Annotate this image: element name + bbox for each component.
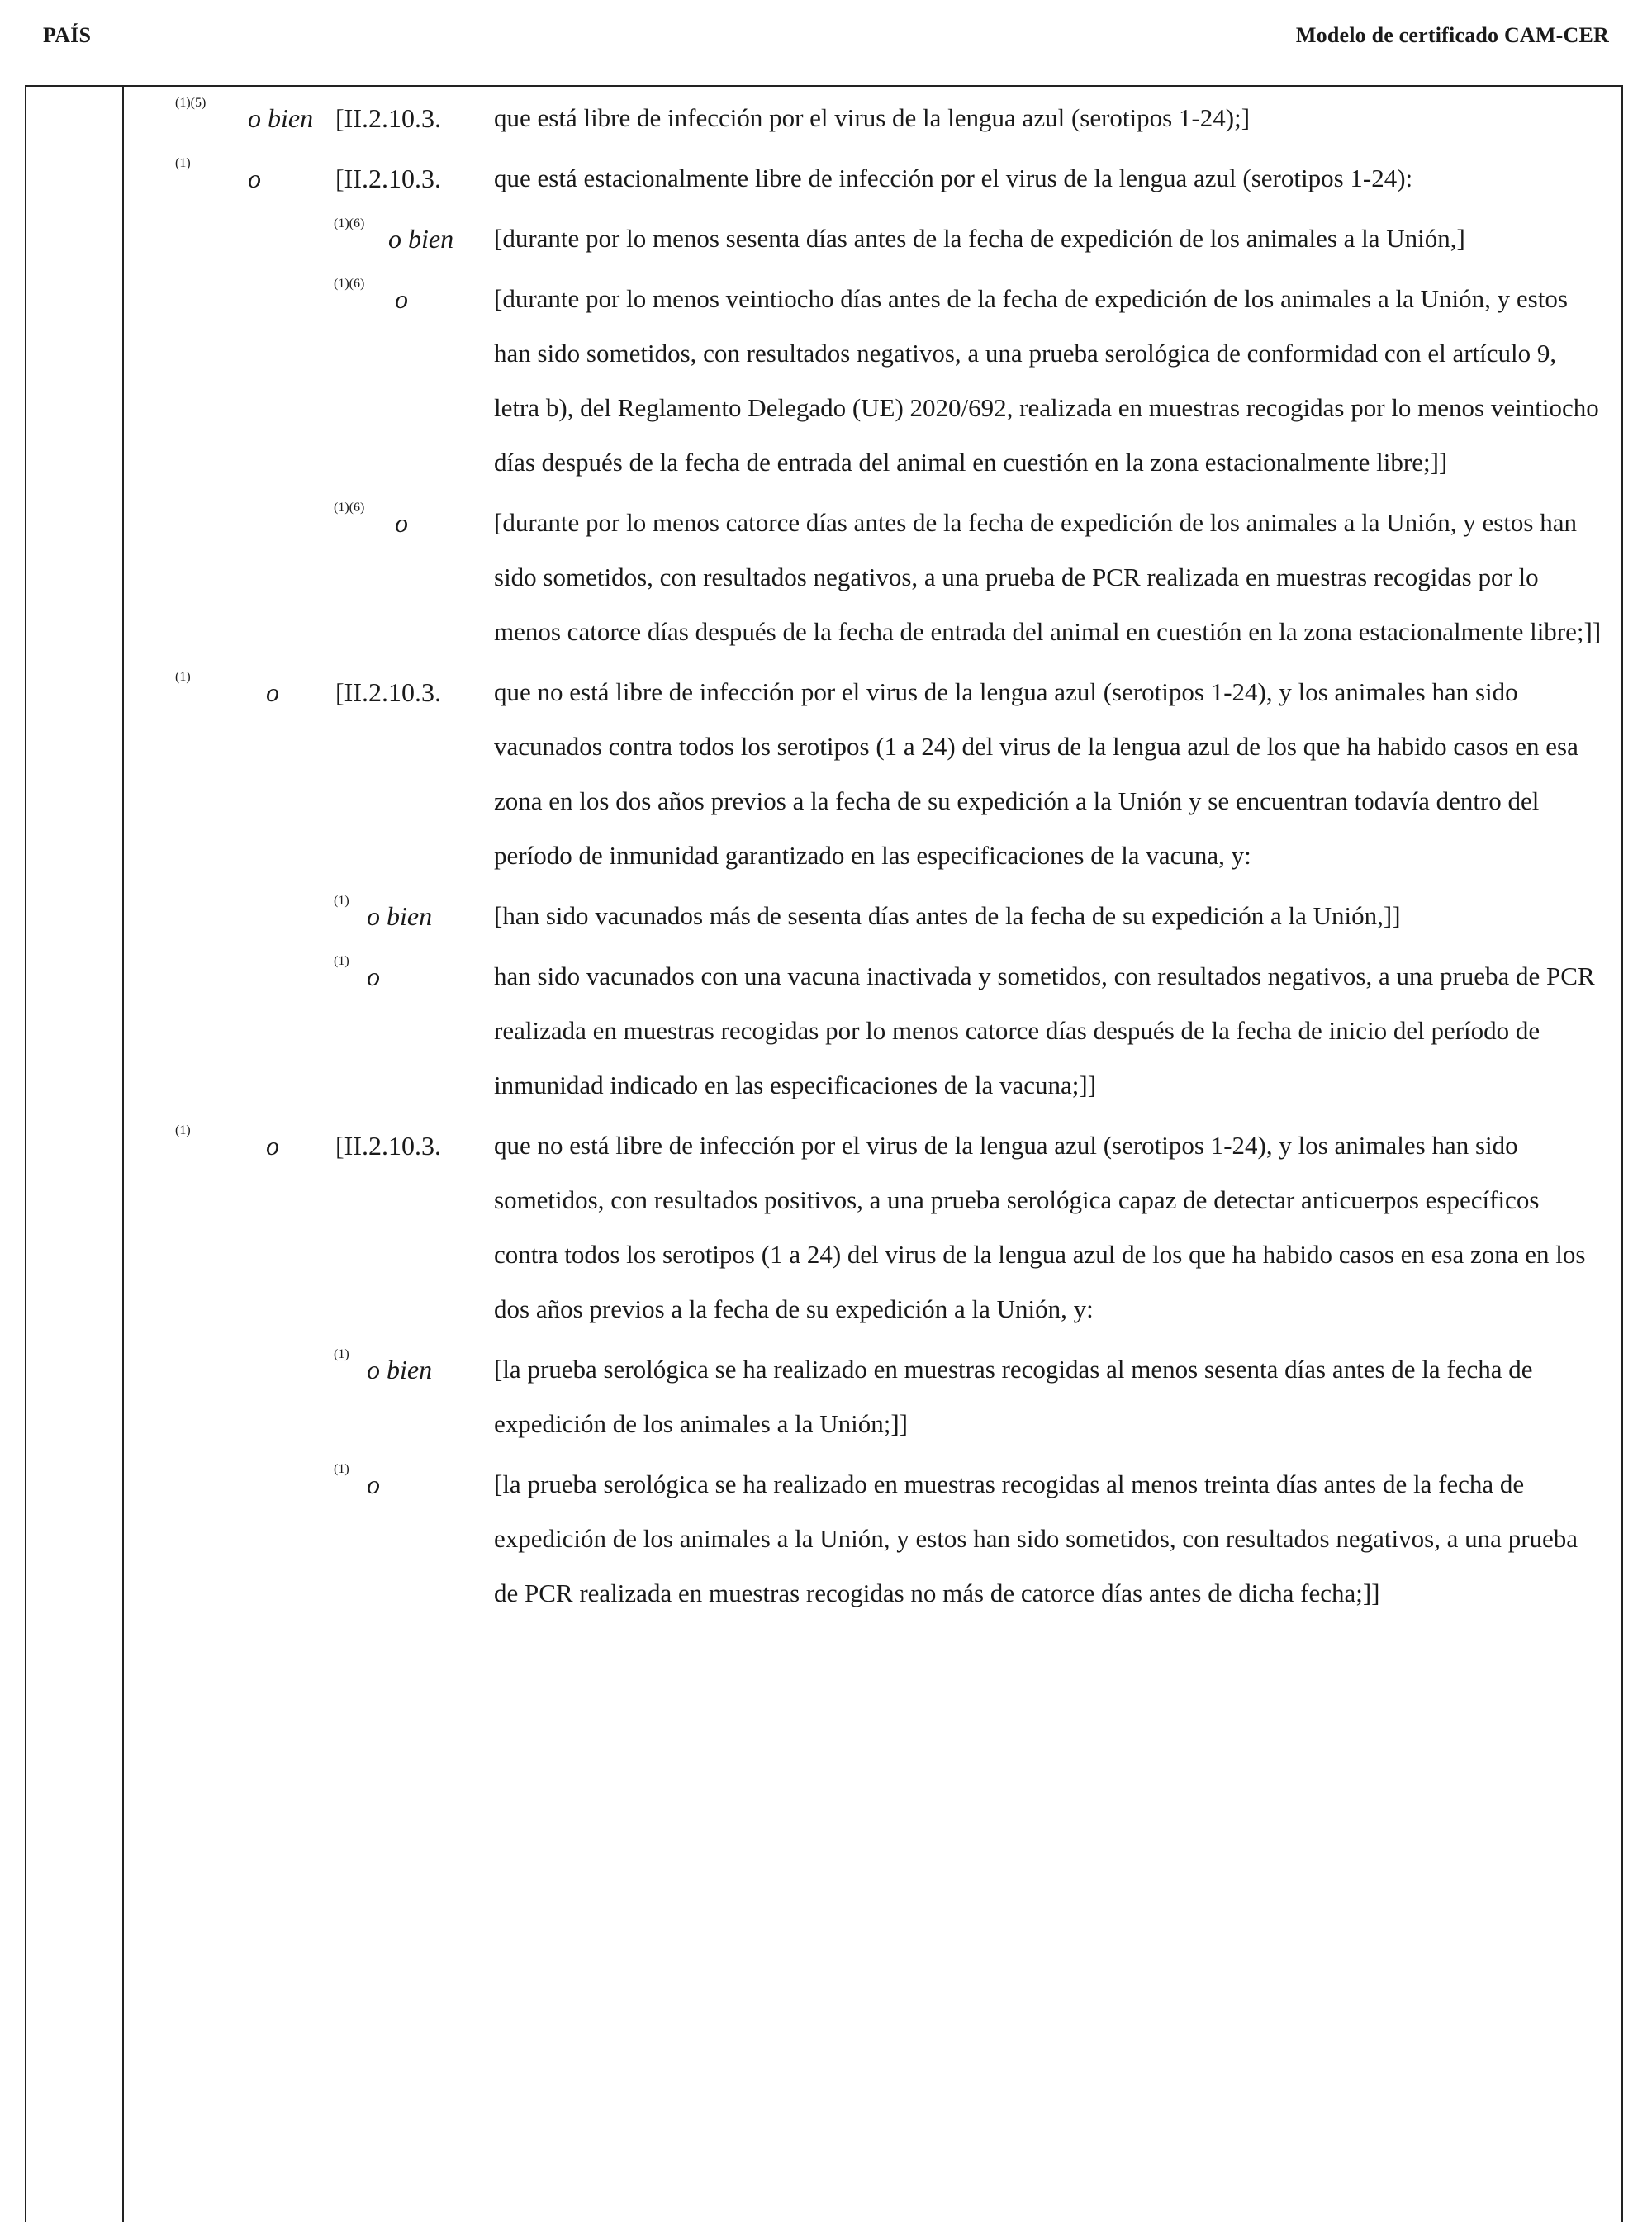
clause-reference: [II.2.10.3. — [335, 677, 441, 707]
clause-text: [durante por lo menos sesenta días antes de la fecha de expedición de los animales a la Unión,] — [494, 224, 1465, 253]
option-label: o — [395, 508, 408, 538]
option-label: o — [248, 164, 261, 193]
clause-text: que está libre de infección por el virus de la lengua azul (serotipos 1-24);] — [494, 103, 1251, 132]
clause-list — [0, 91, 1652, 1626]
clause-text: [la prueba serológica se ha realizado en muestras recogidas al menos sesenta días antes de la fecha de expedición de los animales a la Unión;]] — [494, 1355, 1533, 1438]
option-label: o — [395, 284, 408, 314]
header-country: PAÍS — [43, 23, 92, 47]
clause-reference: [II.2.10.3. — [335, 164, 441, 193]
footnote-marker: (1) — [175, 670, 191, 684]
clause-text: [durante por lo menos veintiocho días antes de la fecha de expedición de los animales a la Unión, y estos han sido sometidos, con resultados negativos, a una prueba serológica de conformidad con el artículo 9, letra b), del Reglamento Delegado (UE) 2020/692, realizada en muestras recogidas por lo menos veintiocho días después de la fecha de entrada del animal en cuestión en la zona estacionalmente libre;]] — [494, 284, 1599, 477]
footnote-marker: (1) — [334, 954, 349, 968]
footnote-marker: (1)(6) — [334, 216, 365, 230]
clause-text: han sido vacunados con una vacuna inactivada y sometidos, con resultados negativos, a una prueba de PCR realizada en muestras recogidas por lo menos catorce días después de la fecha de inicio del período de inmunidad indicado en las especificaciones de la vacuna;]] — [494, 961, 1595, 1099]
sub-clause-row — [0, 949, 1652, 1113]
footnote-marker: (1) — [175, 1123, 191, 1137]
option-label: o — [266, 677, 279, 707]
option-label: o bien — [388, 224, 454, 254]
footnote-marker: (1) — [334, 1462, 349, 1476]
option-label: o bien — [367, 1355, 433, 1384]
sub-clause-row — [0, 889, 1652, 943]
clause-reference: [II.2.10.3. — [335, 103, 441, 133]
footnote-marker: (1)(6) — [334, 277, 365, 291]
clause-row — [0, 91, 1652, 145]
option-label: o — [266, 1131, 279, 1161]
clause-text: que está estacionalmente libre de infección por el virus de la lengua azul (serotipos 1-24): — [494, 164, 1413, 192]
option-label: o — [367, 1469, 380, 1499]
footnote-marker: (1) — [334, 1347, 349, 1361]
sub-clause-row — [0, 272, 1652, 490]
footnote-marker: (1)(5) — [175, 96, 206, 110]
footnote-marker: (1) — [334, 894, 349, 908]
header-certificate-model: Modelo de certificado CAM-CER — [1295, 23, 1609, 47]
clause-text: [han sido vacunados más de sesenta días antes de la fecha de su expedición a la Unión,]] — [494, 901, 1401, 930]
footnote-marker: (1) — [175, 156, 191, 170]
sub-clause-row — [0, 496, 1652, 659]
option-label: o bien — [367, 901, 433, 931]
option-label: o — [367, 961, 380, 991]
clause-text: que no está libre de infección por el virus de la lengua azul (serotipos 1-24), y los animales han sido sometidos, con resultados positivos, a una prueba serológica capaz de detectar anticuerpos específicos contra todos los serotipos (1 a 24) del virus de la lengua azul de los que ha habido casos en esa zona en los dos años previos a la fecha de su expedición a la Unión, y: — [494, 1131, 1586, 1323]
footnote-marker: (1)(6) — [334, 501, 365, 515]
sub-clause-row — [0, 1457, 1652, 1621]
sub-clause-row — [0, 211, 1652, 266]
clause-text: [durante por lo menos catorce días antes de la fecha de expedición de los animales a la Unión, y estos han sido sometidos, con resultados negativos, a una prueba de PCR realizada en muestras recogidas por lo menos catorce días después de la fecha de entrada del animal en cuestión en la zona estacionalmente libre;]] — [494, 508, 1602, 646]
clause-row — [0, 151, 1652, 206]
clause-text: [la prueba serológica se ha realizado en muestras recogidas al menos treinta días antes de la fecha de expedición de los animales a la Unión, y estos han sido sometidos, con resultados negativos, a una prueba de PCR realizada en muestras recogidas no más de catorce días antes de dicha fecha;]] — [494, 1469, 1578, 1607]
clause-text: que no está libre de infección por el virus de la lengua azul (serotipos 1-24), y los animales han sido vacunados contra todos los serotipos (1 a 24) del virus de la lengua azul de los que ha habido casos en esa zona en los dos años previos a la fecha de su expedición a la Unión y se encuentran todavía dentro del período de inmunidad garantizado en las especificaciones de la vacuna, y: — [494, 677, 1578, 870]
clause-row — [0, 665, 1652, 883]
clause-row — [0, 1118, 1652, 1337]
clause-reference: [II.2.10.3. — [335, 1131, 441, 1161]
sub-clause-row — [0, 1342, 1652, 1451]
option-label: o bien — [248, 103, 314, 133]
